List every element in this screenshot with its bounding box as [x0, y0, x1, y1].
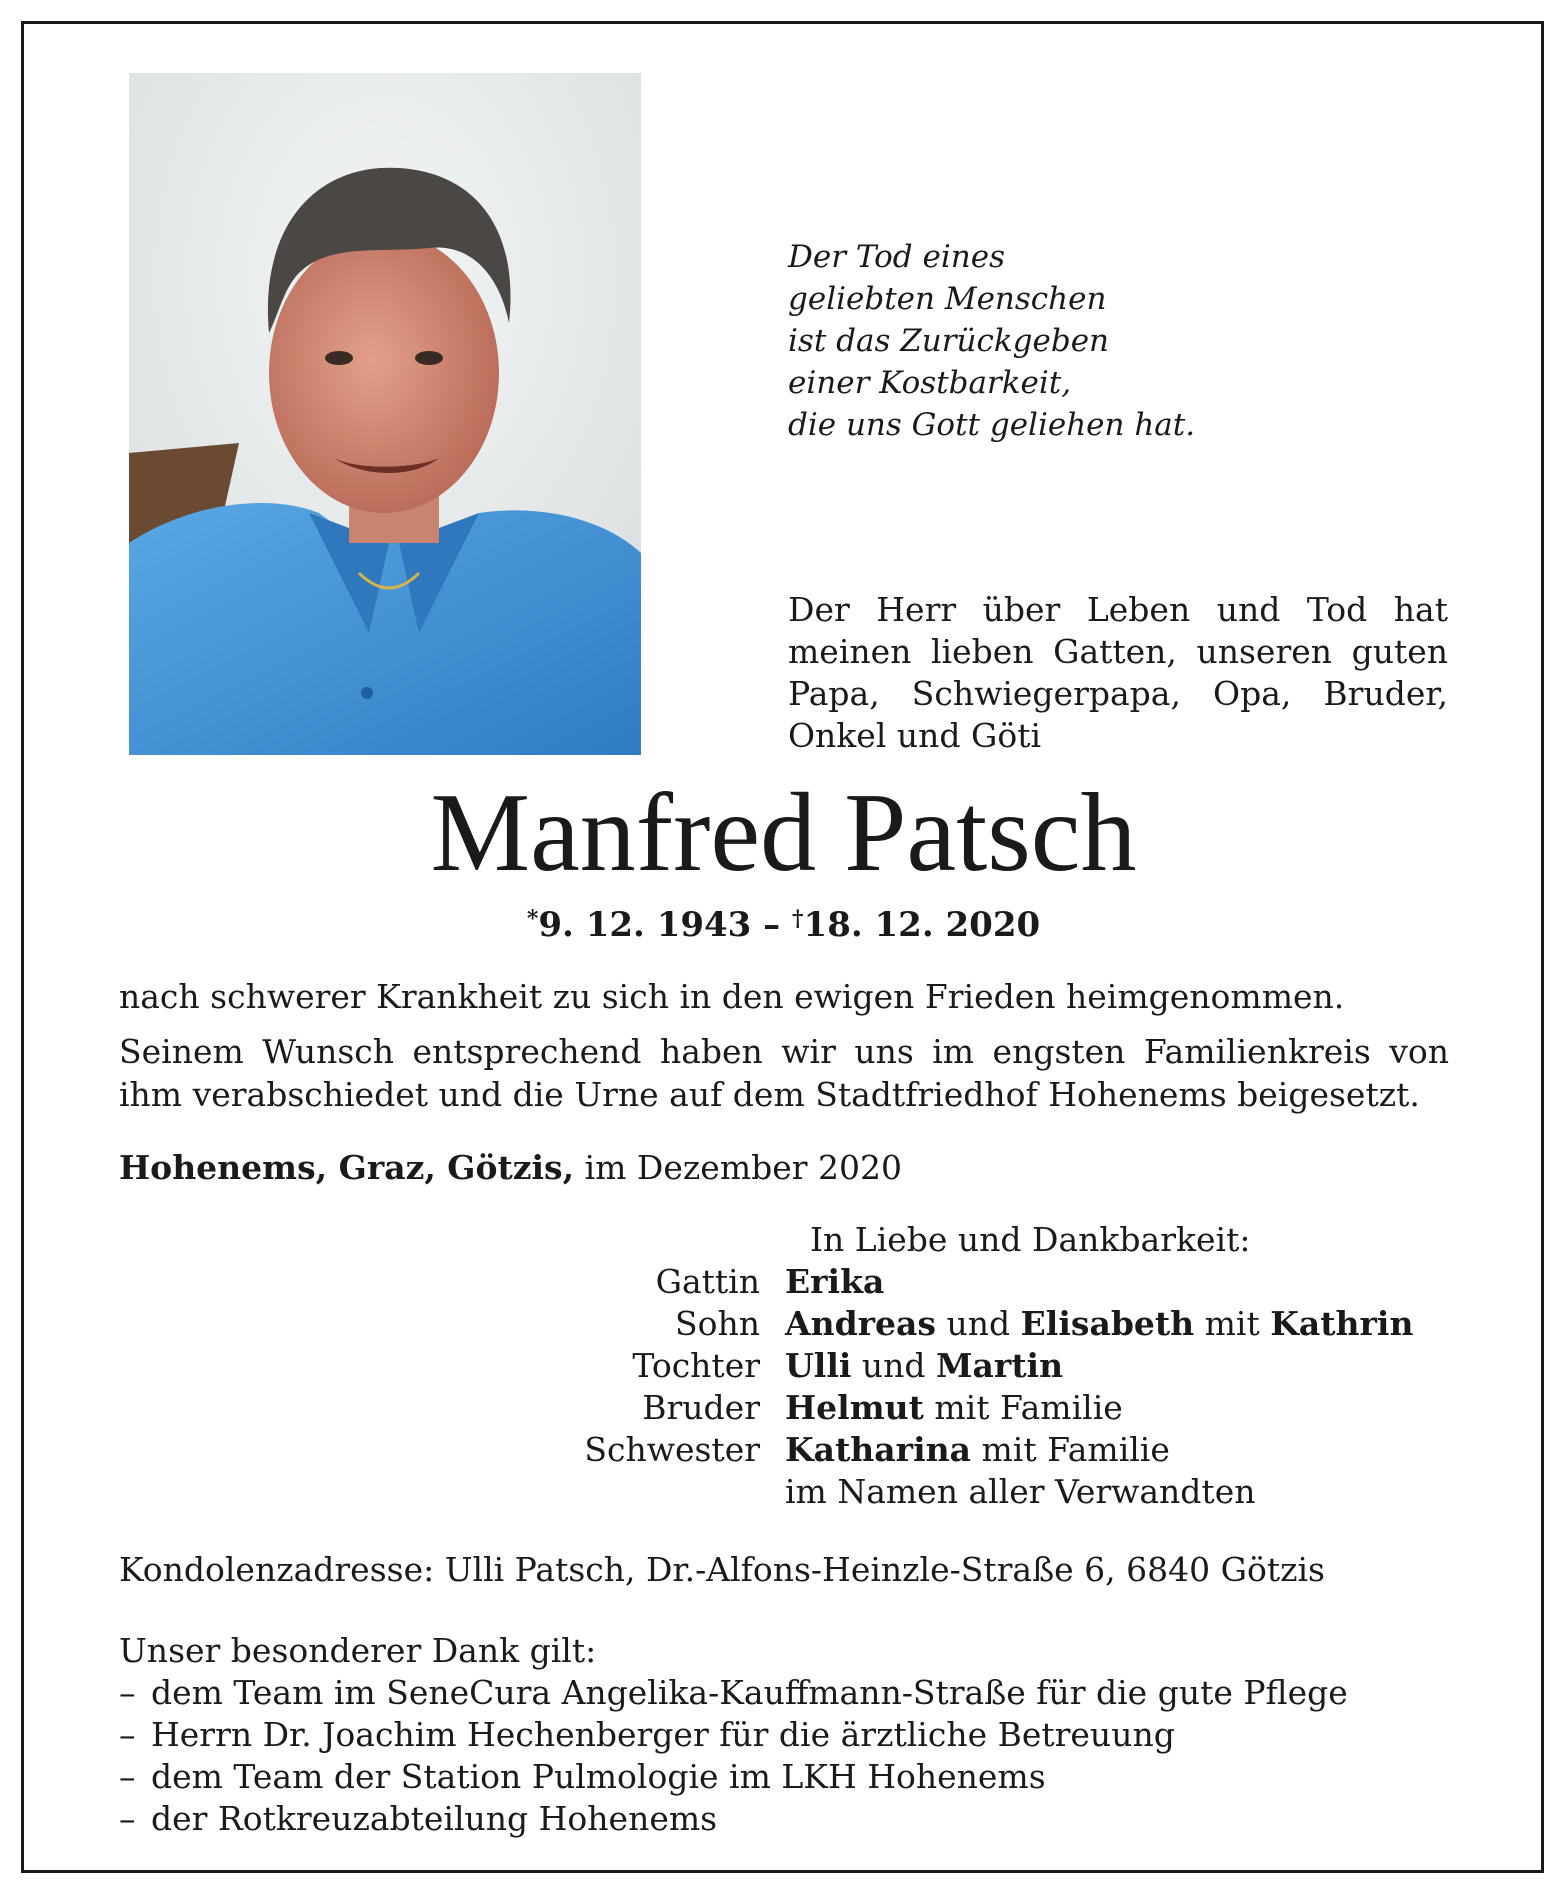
intro-line: Onkel und Göti	[788, 716, 1042, 755]
member-name: Elisabeth	[1020, 1304, 1195, 1343]
body-line: Seinem Wunsch entsprechend haben wir uns im engsten Familienkreis von	[119, 1032, 1449, 1071]
family-row	[500, 1471, 1413, 1513]
date-separator: –	[751, 905, 793, 945]
family-members	[785, 1387, 1123, 1429]
family-members	[785, 1303, 1413, 1345]
intro-line: meinen lieben Gatten, unseren guten	[788, 632, 1448, 671]
intro-line: Papa, Schwiegerpapa, Opa, Bruder,	[788, 674, 1448, 713]
member-connector: im Namen aller Verwandten	[785, 1472, 1256, 1511]
poem-line: die uns Gott geliehen hat.	[788, 407, 1196, 443]
family-members	[785, 1471, 1255, 1513]
relation-label: Schwester	[584, 1430, 760, 1469]
relation-label: Bruder	[642, 1388, 760, 1427]
family-row	[500, 1429, 1413, 1471]
member-connector: mit	[1194, 1304, 1271, 1343]
poem-line: geliebten Menschen	[788, 281, 1107, 317]
birth-date: 9. 12. 1943	[538, 905, 752, 945]
thanks-item-text: dem Team im SeneCura Angelika-Kauffmann-Straße für die gute Pflege	[151, 1673, 1348, 1712]
family-members	[785, 1429, 1170, 1471]
thanks-item	[119, 1798, 1348, 1840]
member-connector: mit Familie	[970, 1430, 1170, 1469]
thanks-item	[119, 1714, 1348, 1756]
member-connector: und	[851, 1346, 937, 1385]
signoff-date: im Dezember 2020	[574, 1148, 903, 1187]
condolence-address: Kondolenzadresse: Ulli Patsch, Dr.-Alfons-Heinzle-Straße 6, 6840 Götzis	[119, 1550, 1325, 1589]
portrait-illustration	[129, 73, 641, 755]
body-line: nach schwerer Krankheit zu sich in den ewigen Frieden heimgenommen.	[119, 977, 1345, 1016]
member-name: Erika	[785, 1262, 885, 1301]
poem	[788, 236, 1428, 446]
relation-label: Sohn	[675, 1304, 760, 1343]
family-row	[500, 1303, 1413, 1345]
dash-bullet: –	[119, 1715, 136, 1754]
member-name: Helmut	[785, 1388, 924, 1427]
dash-bullet: –	[119, 1673, 136, 1712]
family-row	[500, 1387, 1413, 1429]
poem-line: einer Kostbarkeit,	[788, 365, 1072, 401]
place-and-date	[119, 1146, 902, 1189]
family-header: In Liebe und Dankbarkeit:	[810, 1220, 1251, 1259]
birth-symbol: *	[526, 906, 539, 932]
poem-line: Der Tod eines	[788, 239, 1005, 275]
relation-label: Gattin	[655, 1262, 760, 1301]
thanks-item-text: dem Team der Station Pulmologie im LKH Hohenems	[151, 1757, 1046, 1796]
thanks-item-text: Herrn Dr. Joachim Hechenberger für die ärztliche Betreuung	[151, 1715, 1175, 1754]
family-list	[500, 1219, 1413, 1513]
member-name: Ulli	[785, 1346, 852, 1385]
thanks-section	[119, 1630, 1348, 1840]
body-line: ihm verabschiedet und die Urne auf dem Stadtfriedhof Hohenems beigesetzt.	[119, 1075, 1420, 1114]
family-members	[785, 1261, 884, 1303]
dash-bullet: –	[119, 1799, 136, 1838]
intro-text	[788, 589, 1448, 757]
death-date: 18. 12. 2020	[803, 905, 1041, 945]
intro-line: Der Herr über Leben und Tod hat	[788, 590, 1448, 629]
relation-label: Tochter	[632, 1346, 760, 1385]
thanks-item	[119, 1672, 1348, 1714]
family-row	[500, 1345, 1413, 1387]
family-row	[500, 1261, 1413, 1303]
thanks-heading: Unser besonderer Dank gilt:	[119, 1631, 597, 1670]
thanks-item	[119, 1756, 1348, 1798]
death-symbol: †	[792, 906, 804, 932]
member-connector: mit Familie	[923, 1388, 1123, 1427]
member-name: Andreas	[785, 1304, 937, 1343]
relation-label	[500, 1471, 785, 1513]
member-name: Martin	[936, 1346, 1064, 1385]
family-members	[785, 1345, 1063, 1387]
member-name: Katharina	[785, 1430, 971, 1469]
portrait-photo	[129, 73, 641, 755]
places: Hohenems, Graz, Götzis,	[119, 1148, 575, 1187]
dash-bullet: –	[119, 1757, 136, 1796]
deceased-name: Manfred Patsch	[430, 771, 1137, 895]
life-dates	[0, 898, 1567, 946]
member-connector: und	[936, 1304, 1021, 1343]
thanks-item-text: der Rotkreuzabteilung Hohenems	[151, 1799, 718, 1838]
announcement-body	[119, 975, 1449, 1116]
member-name: Kathrin	[1270, 1304, 1414, 1343]
poem-line: ist das Zurückgeben	[788, 323, 1110, 359]
